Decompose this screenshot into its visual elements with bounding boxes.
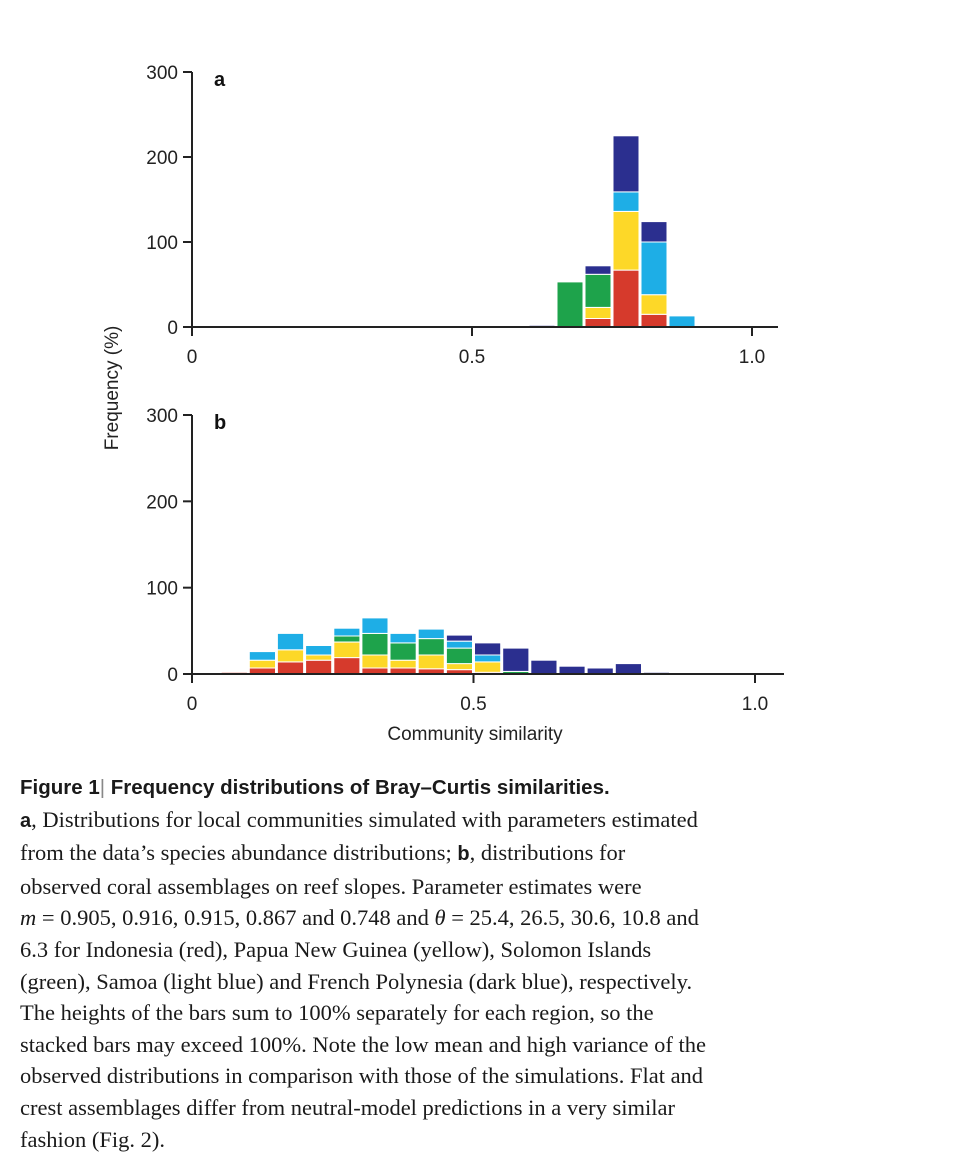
- caption-text: = 0.905, 0.916, 0.915, 0.867 and 0.748 and: [36, 905, 435, 931]
- caption-line: [20, 934, 920, 966]
- caption-line: [20, 1124, 920, 1155]
- figure-caption: [20, 771, 920, 1155]
- caption-text: , distributions for: [469, 840, 626, 866]
- bars-group: [221, 618, 669, 674]
- y-tick-label: 200: [146, 492, 178, 514]
- bar-segment-solomon-islands: [334, 636, 360, 642]
- bar-segment-papua-new-guinea: [418, 655, 444, 669]
- bar-segment-french-polynesia: [475, 643, 501, 655]
- chart-panel-b: [146, 406, 784, 745]
- caption-line: [20, 966, 920, 998]
- caption-symbol-theta: θ: [434, 905, 446, 931]
- y-tick-label: 0: [167, 318, 178, 339]
- x-tick-label: 1.0: [738, 347, 766, 368]
- bar-segment-samoa: [446, 641, 472, 648]
- x-axis-title: Community similarity: [387, 724, 563, 745]
- caption-text: fashion (Fig. 2).: [20, 1126, 165, 1152]
- caption-line: [20, 1092, 920, 1124]
- bar-segment-indonesia: [306, 660, 332, 674]
- bar-segment-samoa: [249, 652, 275, 661]
- bar-segment-papua-new-guinea: [613, 211, 639, 270]
- caption-line: [20, 871, 920, 903]
- bar-segment-french-polynesia: [613, 136, 639, 192]
- x-tick-label: 0: [186, 694, 198, 715]
- bar-segment-samoa: [306, 646, 332, 656]
- y-tick-label: 100: [146, 233, 178, 254]
- caption-text: , Distributions for local communities simulated with parameters estimated: [31, 806, 698, 832]
- bar-segment-solomon-islands: [557, 282, 583, 327]
- bar-segment-french-polynesia: [641, 222, 667, 242]
- bar-segment-indonesia: [585, 319, 611, 328]
- caption-text: from the data’s species abundance distributions;: [20, 840, 458, 866]
- bar-segment-samoa: [669, 316, 695, 327]
- caption-line: [20, 902, 920, 934]
- bar-segment-papua-new-guinea: [306, 655, 332, 660]
- caption-line: [20, 997, 920, 1029]
- caption-text: The heights of the bars sum to 100% separately for each region, so the: [20, 1000, 654, 1026]
- bar-segment-solomon-islands: [390, 643, 416, 660]
- bar-segment-samoa: [641, 242, 667, 295]
- bar-segment-indonesia: [613, 270, 639, 327]
- caption-line: [20, 1029, 920, 1061]
- x-tick-label: 1.0: [741, 694, 769, 715]
- caption-symbol-m: m: [20, 905, 37, 931]
- bar-segment-french-polynesia: [503, 648, 529, 671]
- y-tick-label: 100: [146, 578, 178, 600]
- y-tick-label: 0: [167, 665, 178, 686]
- caption-text: stacked bars may exceed 100%. Note the low mean and high variance of the: [20, 1031, 706, 1057]
- caption-text: = 25.4, 26.5, 30.6, 10.8 and: [445, 905, 699, 931]
- x-tick-label: 0: [186, 347, 198, 368]
- caption-text: observed distributions in comparison with those of the simulations. Flat and: [20, 1063, 704, 1089]
- bar-segment-solomon-islands: [585, 274, 611, 307]
- bar-segment-papua-new-guinea: [277, 650, 303, 662]
- bar-segment-french-polynesia: [615, 664, 641, 674]
- caption-title: Frequency distributions of Bray–Curtis similarities.: [110, 776, 610, 799]
- bars-group: [529, 136, 695, 327]
- bar-segment-papua-new-guinea: [585, 307, 611, 318]
- bar-segment-french-polynesia: [446, 635, 472, 641]
- caption-separator: |: [99, 776, 106, 799]
- panel-label-b: b: [214, 412, 227, 434]
- bar-segment-indonesia: [334, 658, 360, 674]
- caption-text: crest assemblages differ from neutral-model predictions in a very similar: [20, 1094, 675, 1120]
- caption-text: 6.3 for Indonesia (red), Papua New Guinea (yellow), Solomon Islands: [20, 936, 652, 962]
- bar-segment-solomon-islands: [446, 648, 472, 664]
- x-tick-label: 0.5: [460, 694, 487, 715]
- bar-segment-samoa: [613, 192, 639, 212]
- caption-text: observed coral assemblages on reef slopes. Parameter estimates were: [20, 873, 642, 899]
- x-tick-label: 0.5: [458, 347, 486, 368]
- bar-segment-french-polynesia: [585, 266, 611, 275]
- bar-segment-samoa: [390, 633, 416, 643]
- caption-text: (green), Samoa (light blue) and French Polynesia (dark blue), respectively.: [20, 968, 693, 994]
- y-tick-label: 300: [146, 63, 178, 84]
- bar-segment-french-polynesia: [559, 666, 585, 674]
- caption-title-line: [20, 771, 920, 804]
- bar-segment-papua-new-guinea: [334, 642, 360, 658]
- caption-line: [20, 1060, 920, 1092]
- y-tick-label: 300: [146, 406, 178, 427]
- y-tick-label: 200: [146, 148, 178, 169]
- y-axis-title: Frequency (%): [102, 325, 123, 451]
- chart-panel-a: [146, 63, 778, 368]
- caption-panel-b-label: b: [457, 843, 470, 866]
- bar-segment-indonesia: [277, 662, 303, 674]
- bar-segment-papua-new-guinea: [390, 660, 416, 668]
- caption-figure-label: Figure 1: [20, 776, 100, 799]
- bar-segment-papua-new-guinea: [475, 662, 501, 672]
- bar-segment-papua-new-guinea: [249, 660, 275, 668]
- bar-segment-papua-new-guinea: [446, 664, 472, 670]
- bar-segment-samoa: [475, 655, 501, 662]
- panel-label-a: a: [214, 69, 226, 91]
- bar-segment-solomon-islands: [362, 633, 388, 655]
- bar-segment-papua-new-guinea: [362, 655, 388, 668]
- bar-segment-indonesia: [641, 314, 667, 327]
- bar-segment-samoa: [334, 628, 360, 636]
- caption-line: [20, 804, 920, 838]
- bar-segment-samoa: [362, 618, 388, 634]
- caption-line: [20, 837, 920, 871]
- bar-segment-samoa: [418, 629, 444, 639]
- bar-segment-samoa: [277, 633, 303, 649]
- caption-panel-a-label: a: [20, 809, 32, 832]
- bar-segment-solomon-islands: [418, 639, 444, 655]
- bar-segment-french-polynesia: [531, 660, 557, 674]
- bar-segment-papua-new-guinea: [641, 295, 667, 315]
